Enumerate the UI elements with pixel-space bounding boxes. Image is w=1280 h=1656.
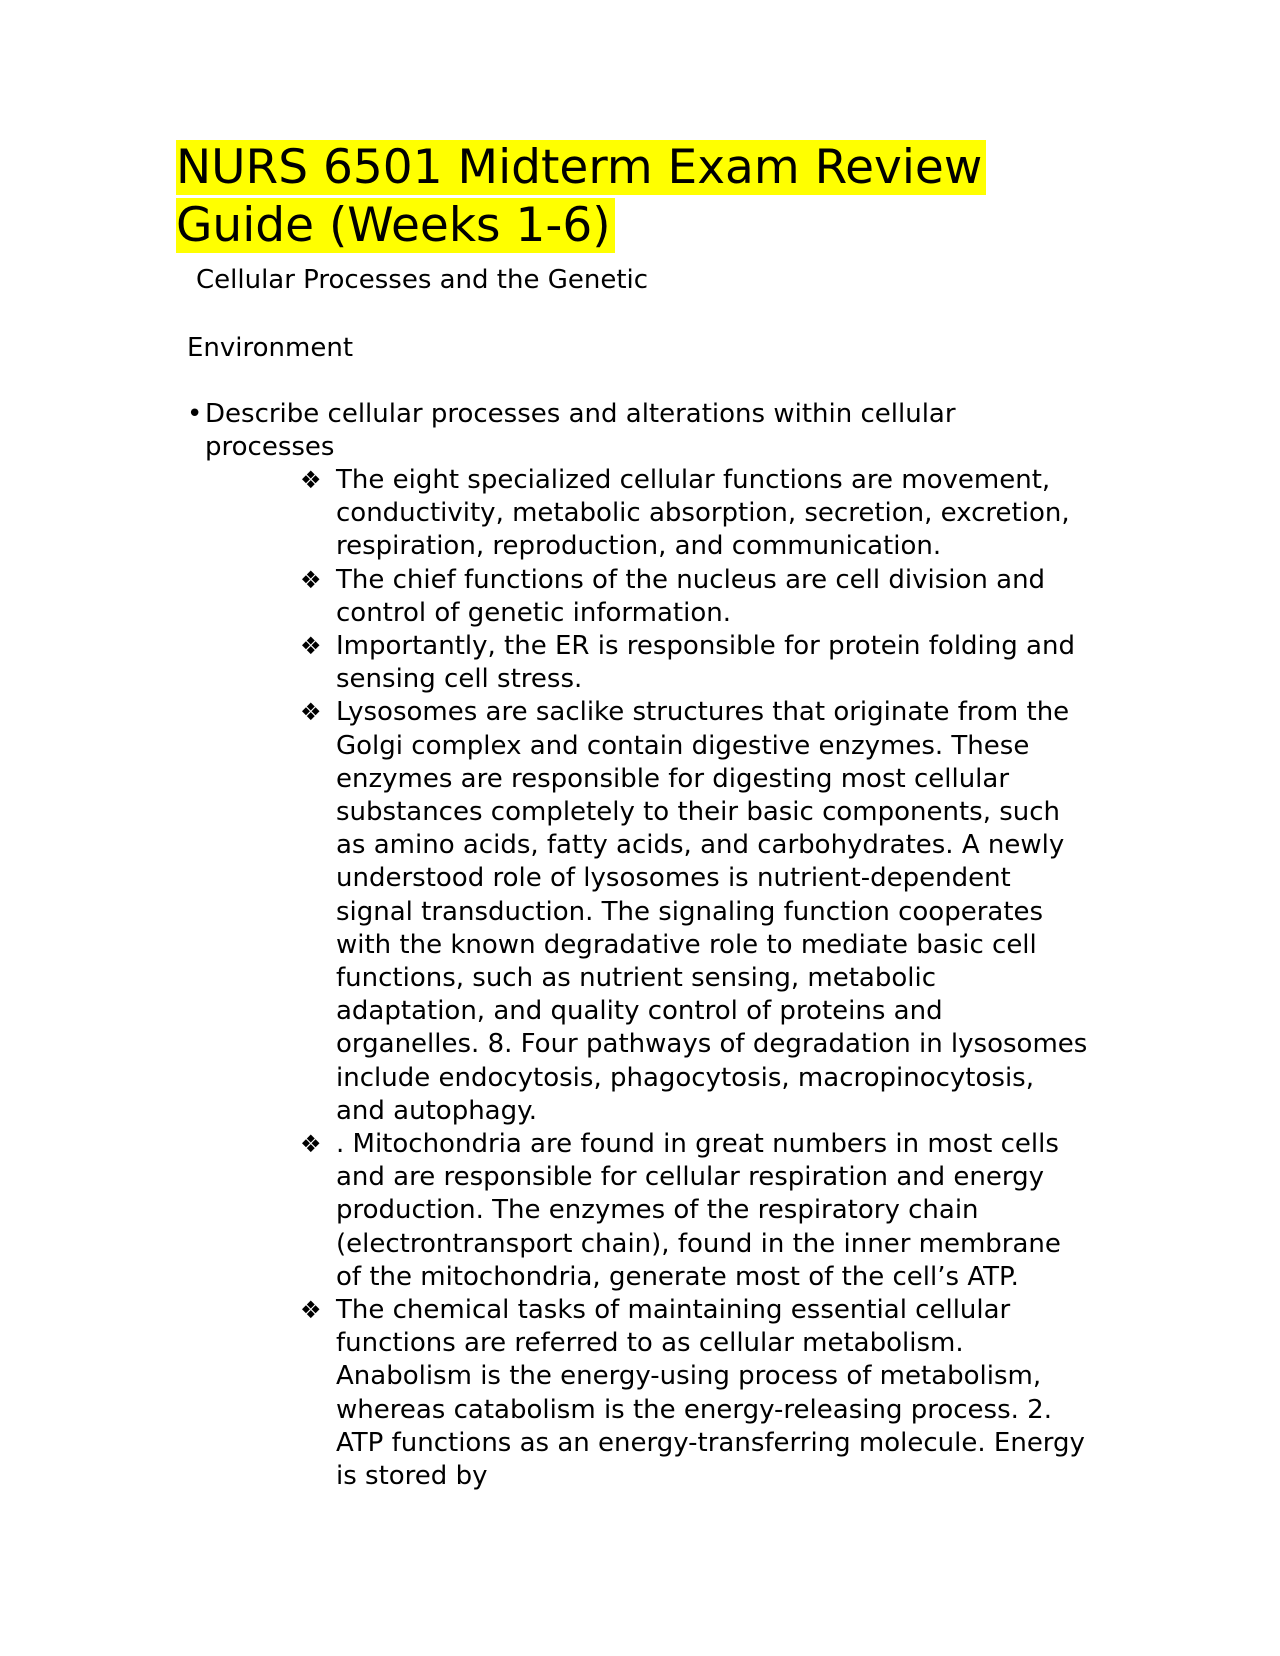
page-title-text: NURS 6501 Midterm Exam Review Guide (Weeks 1-6) — [176, 140, 986, 253]
list-item — [300, 564, 1090, 630]
section-heading-line-1: Cellular Processes and the Genetic — [196, 265, 649, 295]
list-item — [300, 630, 1090, 696]
diamond-bullet-icon: ❖ — [300, 632, 322, 661]
page-title — [176, 139, 1056, 255]
list-item-text: The chemical tasks of maintaining essential cellular functions are referred to as cellular metabolism. Anabolism is the energy-using process of metabolism, whereas catabolism is the energy-releasing process. 2. ATP functions as an energy-transferring molecule. Energy is stored by — [336, 1295, 1085, 1492]
diamond-bullet-icon: ❖ — [300, 1130, 322, 1159]
list-item — [300, 1128, 1090, 1294]
list-item — [300, 1294, 1090, 1493]
objective-text: Describe cellular processes and alterations within cellular processes — [205, 399, 956, 462]
objective-item — [187, 398, 1067, 464]
list-item-text: The chief functions of the nucleus are cell division and control of genetic information. — [336, 564, 1046, 628]
list-item-text: Importantly, the ER is responsible for protein folding and sensing cell stress. — [336, 631, 1075, 695]
diamond-bullet-icon: ❖ — [300, 698, 322, 727]
diamond-bullet-icon: ❖ — [300, 466, 322, 494]
list-item — [300, 696, 1090, 1128]
bullet-icon: • — [187, 399, 203, 429]
key-points-list — [300, 464, 1090, 1493]
list-item-text: . Mitochondria are found in great numbers in most cells and are responsible for cellular respiration and energy production. The enzymes of the respiratory chain (electrontransport chain), found in the inner membrane of the mitochondria, generate most of the cell’s ATP. — [336, 1129, 1061, 1292]
diamond-bullet-icon: ❖ — [300, 1296, 322, 1325]
list-item-text: Lysosomes are saclike structures that originate from the Golgi complex and contain digestive enzymes. These enzymes are responsible for digesting most cellular substances completely to their basic components, such as amino acids, fatty acids, and carbohydrates. A newly understood role of lysosomes is nutrient-dependent signal transduction. The signaling function cooperates with the known degradative role to mediate basic cell functions, such as nutrient sensing, metabolic adaptation, and quality control of proteins and organelles. 8. Four pathways of degradation in lysosomes include endocytosis, phagocytosis, macropinocytosis, and autophagy. — [336, 697, 1088, 1126]
list-item-text: The eight specialized cellular functions are movement, conductivity, metabolic absorption, secretion, excretion, respiration, reproduction, and communication. — [336, 465, 1070, 562]
diamond-bullet-icon: ❖ — [300, 565, 322, 594]
section-heading-line-2: Environment — [187, 333, 354, 363]
list-item — [300, 464, 1090, 564]
